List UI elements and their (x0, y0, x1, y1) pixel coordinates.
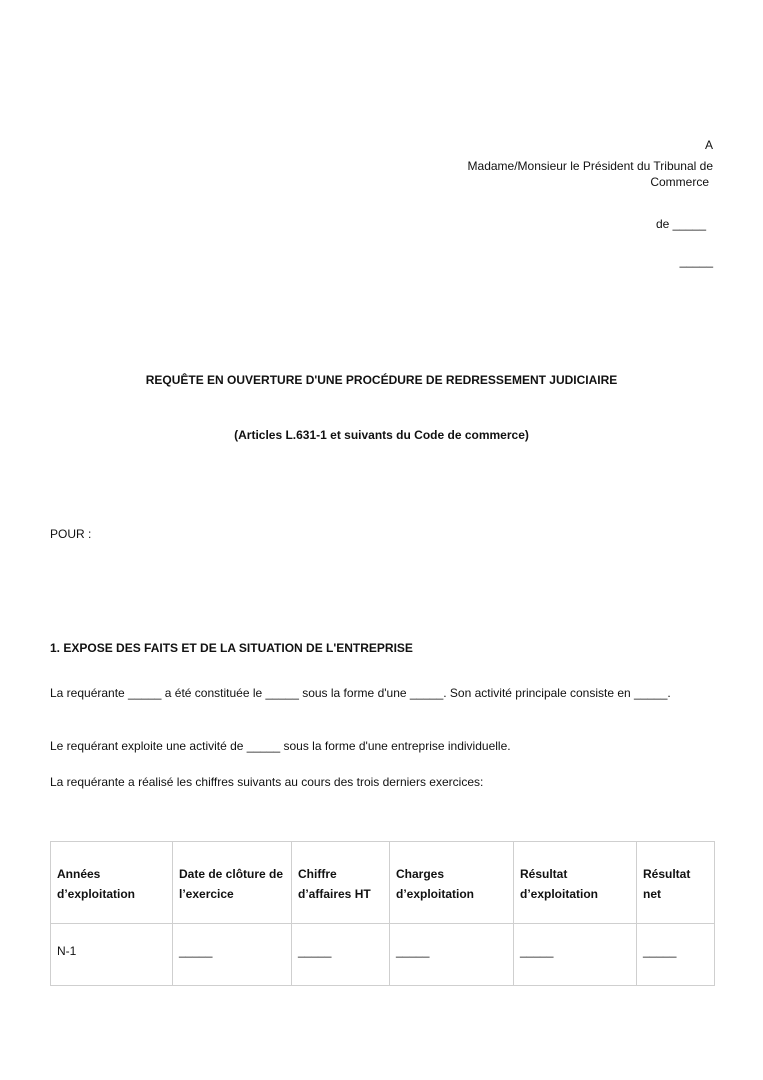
pour-label: POUR : (50, 527, 92, 541)
table-cell: _____ (390, 924, 514, 986)
table-header-cell: Résultat d’exploitation (514, 842, 637, 924)
recipient-name-line1: Madame/Monsieur le Président du Tribunal de (467, 159, 713, 173)
paragraph-figures-intro: La requérante a réalisé les chiffres suivants au cours des trois derniers exercices: (50, 775, 484, 789)
table-cell: _____ (514, 924, 637, 986)
recipient-name (468, 159, 713, 190)
table-cell: _____ (637, 924, 715, 986)
table-row (51, 924, 715, 986)
recipient-prefix: A (704, 138, 713, 152)
table-header-cell: Charges d’exploitation (390, 842, 514, 924)
paragraph-activity: Le requérant exploite une activité de _____ sous la forme d'une entreprise individuelle. (50, 739, 511, 753)
table-cell: _____ (173, 924, 292, 986)
document-title: REQUÊTE EN OUVERTURE D'UNE PROCÉDURE DE REDRESSEMENT JUDICIAIRE (145, 373, 618, 387)
table-header-row (51, 842, 715, 924)
table-cell: N-1 (51, 924, 173, 986)
recipient-city: de _____ (655, 217, 706, 231)
financial-table (50, 841, 715, 986)
recipient-name-line2: Commerce (650, 174, 709, 189)
document-subtitle: (Articles L.631-1 et suivants du Code de commerce) (234, 428, 529, 442)
table-cell: _____ (292, 924, 390, 986)
table-header-cell: Chiffre d’affaires HT (292, 842, 390, 924)
table-header-cell: Résultat net (637, 842, 715, 924)
section-heading: 1. EXPOSE DES FAITS ET DE LA SITUATION DE L'ENTREPRISE (50, 641, 413, 655)
recipient-blank: _____ (679, 254, 713, 268)
table-header-cell: Années d’exploitation (51, 842, 173, 924)
paragraph-constitution: La requérante _____ a été constituée le _____ sous la forme d'une _____. Son activité principale consiste en _____. (50, 686, 671, 700)
table-header-cell: Date de clôture de l’exercice (173, 842, 292, 924)
